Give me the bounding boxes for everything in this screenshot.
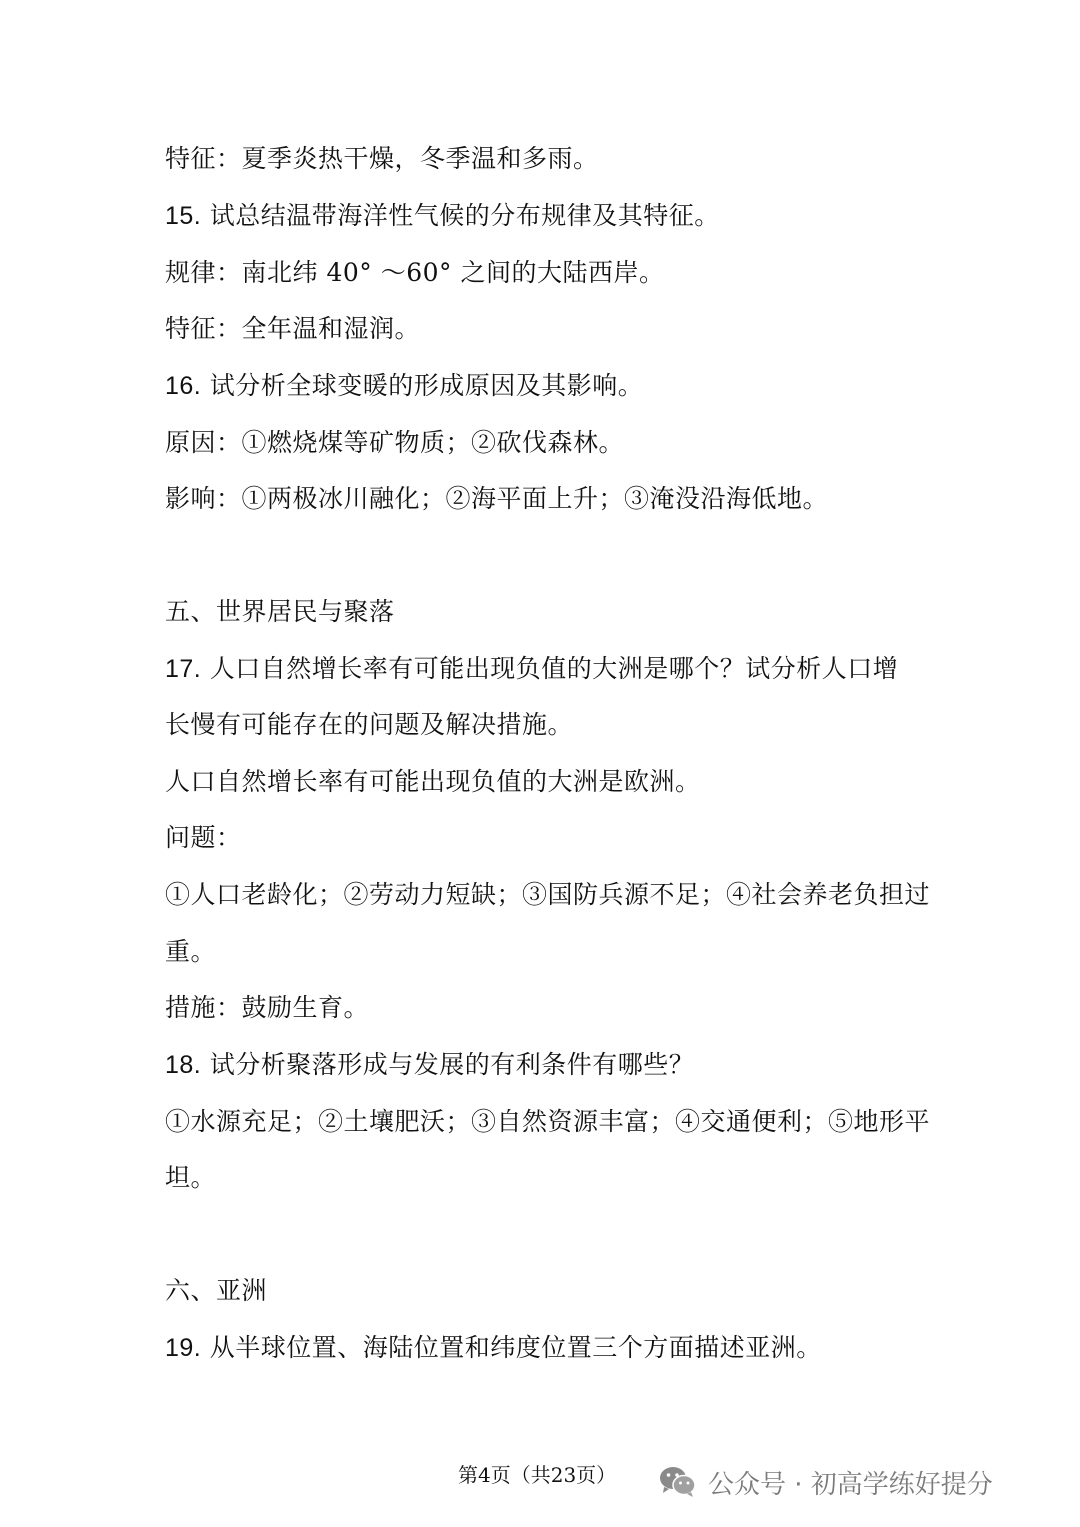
text-line: [165, 426, 624, 460]
question-line: [165, 369, 643, 403]
wechat-icon: [658, 1465, 698, 1499]
watermark-text: 公众号 · 初高学练好提分: [708, 1469, 993, 1500]
question-text: 从半球位置、海陆位置和纬度位置三个方面描述亚洲。: [209, 1333, 822, 1362]
line-text: 特征：夏季炎热干燥，冬季温和多雨。: [165, 144, 599, 173]
line-text: 原因：①燃烧煤等矿物质；②砍伐森林。: [165, 428, 625, 457]
line-text: ①水源充足；②土壤肥沃；③自然资源丰富；④交通便利；⑤地形平: [165, 1107, 931, 1136]
text-line: [165, 935, 216, 969]
question-number: 16.: [165, 372, 202, 400]
line-text: 人口自然增长率有可能出现负值的大洲是欧洲。: [165, 767, 701, 796]
section-heading: [165, 595, 395, 629]
text-line: [165, 142, 599, 176]
line-text: 长慢有可能存在的问题及解决措施。: [165, 710, 574, 739]
line-text: 措施：鼓励生育。: [165, 993, 370, 1022]
text-line: [165, 708, 573, 742]
question-number: 19.: [165, 1334, 202, 1362]
question-number: 17.: [165, 655, 202, 683]
question-line: [165, 1331, 822, 1365]
question-line: [165, 199, 720, 233]
line-text: 问题：: [165, 823, 242, 852]
question-text: 试分析全球变暖的形成原因及其影响。: [209, 371, 644, 400]
section-heading-text: 五、世界居民与聚落: [165, 597, 395, 626]
line-text: ①人口老龄化；②劳动力短缺；③国防兵源不足；④社会养老负担过: [165, 880, 931, 909]
text-line: [165, 991, 369, 1025]
text-line: [165, 1105, 930, 1139]
question-number: 15.: [165, 202, 202, 230]
question-text: 人口自然增长率有可能出现负值的大洲是哪个？试分析人口增: [209, 654, 899, 683]
question-text: 试总结温带海洋性气候的分布规律及其特征。: [209, 201, 720, 230]
line-text: 规律：南北纬 40° ～60° 之间的大陆西岸。: [165, 258, 665, 287]
text-line: [165, 878, 930, 912]
line-text: 重。: [165, 937, 217, 966]
text-line: [165, 765, 701, 799]
page-number: 第4页（共23页）: [458, 1463, 617, 1487]
text-line: [165, 1161, 216, 1195]
question-text: 试分析聚落形成与发展的有利条件有哪些？: [209, 1050, 695, 1079]
text-line: [165, 482, 828, 516]
line-text: 坦。: [165, 1163, 217, 1192]
section-heading-text: 六、亚洲: [165, 1276, 268, 1305]
section-heading: [165, 1274, 267, 1308]
text-line: [165, 312, 420, 346]
line-text: 特征：全年温和湿润。: [165, 314, 421, 343]
line-text: 影响：①两极冰川融化；②海平面上升；③淹没沿海低地。: [165, 484, 829, 513]
watermark: [658, 1462, 993, 1502]
question-line: [165, 652, 898, 686]
question-line: [165, 1048, 694, 1082]
text-line: [165, 256, 664, 290]
question-number: 18.: [165, 1051, 202, 1079]
text-line: [165, 821, 242, 855]
